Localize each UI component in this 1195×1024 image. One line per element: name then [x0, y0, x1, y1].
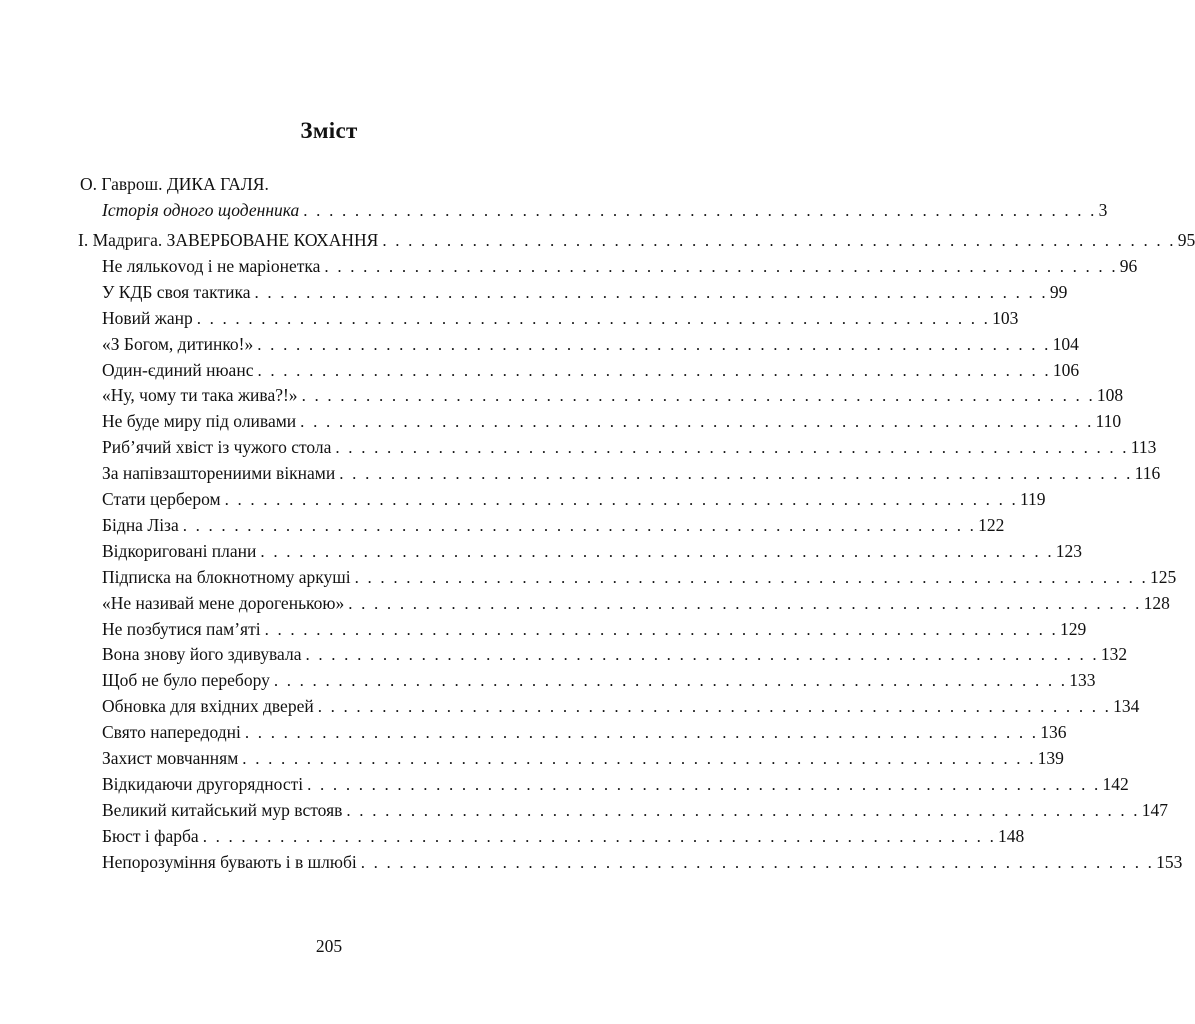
toc-entry-title: У КДБ своя тактика [102, 281, 251, 302]
toc-entry-title: Риб’ячий хвіст із чужого стола [102, 437, 332, 458]
toc-entry[interactable] [102, 618, 1087, 641]
toc-entry-title: Не лялькovод і не маріонетка [102, 255, 321, 276]
toc-entry-title: Вона знову його здивувала [102, 644, 302, 665]
toc-entry[interactable] [102, 695, 1140, 718]
toc-entry-page: 136 [1040, 722, 1067, 743]
toc-entry[interactable] [102, 566, 1177, 589]
toc-entry-page: 147 [1141, 799, 1168, 820]
toc-entry[interactable] [102, 592, 1170, 615]
toc-entry-title: І. Мадрига. ЗАВЕРБОВАНЕ КОХАННЯ [78, 230, 379, 250]
toc-entry-title: Щоб не було перебору [102, 670, 270, 691]
dot-leader: . . . . . . . . . . . . . . . . . . . . . . . . . . . . . . . . . . . . . . . . . . . . . . . . . . . . . . . . . . . . . . [196, 308, 991, 328]
dot-leader: . . . . . . . . . . . . . . . . . . . . . . . . . . . . . . . . . . . . . . . . . . . . . . . . . . . . . . . . . . . . . . [242, 749, 1036, 768]
toc-entry-title: «Ну, чому ти така жива?!» [102, 385, 298, 406]
toc-entry-page: 108 [1096, 385, 1124, 406]
toc-entry-page: 134 [1113, 696, 1140, 717]
toc-entry[interactable] [102, 488, 1046, 511]
toc-entry[interactable] [102, 799, 1168, 822]
toc-entry-title: Історія одного щоденника [102, 200, 300, 220]
toc-entry[interactable] [102, 643, 1128, 666]
toc-entry-title: Не позбутися пам’яті [102, 618, 261, 639]
toc-entry-title: Новий жанр [102, 307, 193, 328]
dot-leader: . . . . . . . . . . . . . . . . . . . . . . . . . . . . . . . . . . . . . . . . . . . . . . . . . . . . . . . . . . . . . . [244, 723, 1039, 743]
toc-entry[interactable] [102, 669, 1096, 692]
toc-entry[interactable] [102, 514, 1005, 537]
toc-entry[interactable] [102, 462, 1161, 485]
toc-entry[interactable] [102, 773, 1129, 796]
toc-entry-title: Свято напередодні [102, 722, 241, 743]
dot-leader: . . . . . . . . . . . . . . . . . . . . . . . . . . . . . . . . . . . . . . . . . . . . . . . . . . . . . . . . . . . . . . [300, 412, 1094, 432]
toc-entry-title: Великий китайський мур встояв [102, 799, 343, 820]
dot-leader: . . . . . . . . . . . . . . . . . . . . . . . . . . . . . . . . . . . . . . . . . . . . . . . . . . . . . . . . . . . . . . [303, 201, 1097, 220]
toc-entry-page: 153 [1156, 851, 1183, 872]
page-title: Зміст [300, 118, 358, 143]
dot-leader: . . . . . . . . . . . . . . . . . . . . . . . . . . . . . . . . . . . . . . . . . . . . . . . . . . . . . . . . . . . . . . [254, 282, 1048, 302]
toc-entry-title: Захист мовчанням [102, 748, 239, 768]
toc-entry-page: 106 [1052, 359, 1080, 380]
dot-leader: . . . . . . . . . . . . . . . . . . . . . . . . . . . . . . . . . . . . . . . . . . . . . . . . . . . . . . . . . . . . . . [260, 541, 1054, 561]
toc-entry-page: 119 [1019, 489, 1046, 509]
dot-leader: . . . . . . . . . . . . . . . . . . . . . . . . . . . . . . . . . . . . . . . . . . . . . . . . . . . . . . . . . . . . . . [354, 567, 1148, 587]
dot-leader: . . . . . . . . . . . . . . . . . . . . . . . . . . . . . . . . . . . . . . . . . . . . . . . . . . . . . . . . . . . . . . [360, 852, 1155, 872]
dot-leader: . . . . . . . . . . . . . . . . . . . . . . . . . . . . . . . . . . . . . . . . . . . . . . . . . . . . . . . . . . . . . . [339, 464, 1133, 484]
toc-entry-title: «Не називай мене дорогенькою» [102, 592, 345, 613]
toc-entry-title: Обновка для вхідних дверей [102, 696, 314, 717]
toc-entry[interactable] [102, 333, 1079, 356]
dot-leader: . . . . . . . . . . . . . . . . . . . . . . . . . . . . . . . . . . . . . . . . . . . . . . . . . . . . . . . . . . . . . . [301, 386, 1095, 406]
toc-entry-page: 113 [1130, 437, 1157, 458]
toc-entry-page: 125 [1149, 566, 1177, 587]
toc-entry-title: Один-єдиний нюанс [102, 359, 254, 380]
toc-entry[interactable] [102, 255, 1138, 278]
toc-entry[interactable] [102, 199, 1108, 222]
toc-entry-page: 116 [1134, 463, 1161, 484]
toc-entry-title: Не буде миру під оливами [102, 411, 297, 432]
toc-entry[interactable] [102, 436, 1157, 459]
toc-entry[interactable] [102, 851, 1183, 874]
toc-entry-page: 110 [1095, 411, 1122, 432]
toc-entry[interactable] [78, 229, 1195, 252]
toc-entry-page: 142 [1102, 773, 1129, 794]
toc-entry[interactable] [102, 747, 1064, 770]
dot-leader: . . . . . . . . . . . . . . . . . . . . . . . . . . . . . . . . . . . . . . . . . . . . . . . . . . . . . . . . . . . . . . [182, 515, 977, 535]
toc-entry-page: 104 [1052, 333, 1079, 354]
toc-entry-page: 122 [978, 514, 1005, 535]
toc-entry-page: 123 [1055, 540, 1083, 561]
dot-leader: . . . . . . . . . . . . . . . . . . . . . . . . . . . . . . . . . . . . . . . . . . . . . . . . . . . . . . . . . . . . . . [257, 334, 1051, 354]
section-heading: О. Гаврош. ДИКА ГАЛЯ. [80, 174, 269, 194]
dot-leader: . . . . . . . . . . . . . . . . . . . . . . . . . . . . . . . . . . . . . . . . . . . . . . . . . . . . . . . . . . . . . . [324, 256, 1118, 276]
toc-entry-title: Підписка на блокнотному аркуші [102, 566, 351, 587]
dot-leader: . . . . . . . . . . . . . . . . . . . . . . . . . . . . . . . . . . . . . . . . . . . . . . . . . . . . . . . . . . . . . . [348, 593, 1142, 613]
toc-entry[interactable] [102, 721, 1067, 744]
toc-entry-page: 133 [1069, 670, 1096, 691]
toc-entry-page: 128 [1143, 592, 1170, 613]
dot-leader: . . . . . . . . . . . . . . . . . . . . . . . . . . . . . . . . . . . . . . . . . . . . . . . . . . . . . . . . . . . . . . [335, 438, 1129, 458]
toc-entry-page: 132 [1100, 644, 1128, 665]
toc-entry-title: Бідна Ліза [102, 514, 179, 535]
toc-entry[interactable] [102, 359, 1080, 382]
dot-leader: . . . . . . . . . . . . . . . . . . . . . . . . . . . . . . . . . . . . . . . . . . . . . . . . . . . . . . . . . . . . . . [382, 231, 1176, 250]
toc-entry-title: Бюст і фарба [102, 825, 199, 846]
toc-entry-title: За напівзашторениими вікнами [102, 463, 336, 484]
toc-entry[interactable] [102, 281, 1068, 304]
dot-leader: . . . . . . . . . . . . . . . . . . . . . . . . . . . . . . . . . . . . . . . . . . . . . . . . . . . . . . . . . . . . . . [224, 490, 1018, 509]
toc-entry-page: 96 [1119, 255, 1138, 276]
dot-leader: . . . . . . . . . . . . . . . . . . . . . . . . . . . . . . . . . . . . . . . . . . . . . . . . . . . . . . . . . . . . . . [273, 671, 1068, 691]
toc-entry-title: «З Богом, дитинко!» [102, 333, 254, 354]
dot-leader: . . . . . . . . . . . . . . . . . . . . . . . . . . . . . . . . . . . . . . . . . . . . . . . . . . . . . . . . . . . . . . [307, 774, 1101, 794]
toc-entry[interactable] [102, 825, 1025, 848]
toc-entry-title: Відкориговані плани [102, 540, 257, 561]
toc-entry-title: Непорозуміння бувають і в шлюбі [102, 851, 357, 872]
toc-entry-page: 139 [1037, 748, 1064, 768]
toc-entry-page: 99 [1049, 281, 1068, 302]
dot-leader: . . . . . . . . . . . . . . . . . . . . . . . . . . . . . . . . . . . . . . . . . . . . . . . . . . . . . . . . . . . . . . [257, 360, 1051, 380]
toc-entry-page: 103 [992, 307, 1019, 328]
page-number: 205 [315, 936, 343, 956]
toc-entry-page: 95 [1177, 230, 1195, 250]
toc-entry-title: Відкидаючи другорядності [102, 773, 304, 794]
toc-entry[interactable] [102, 540, 1083, 563]
dot-leader: . . . . . . . . . . . . . . . . . . . . . . . . . . . . . . . . . . . . . . . . . . . . . . . . . . . . . . . . . . . . . . [305, 645, 1099, 665]
toc-entry-page: 129 [1059, 618, 1087, 639]
toc-entry-page: 3 [1098, 200, 1108, 220]
dot-leader: . . . . . . . . . . . . . . . . . . . . . . . . . . . . . . . . . . . . . . . . . . . . . . . . . . . . . . . . . . . . . . [346, 800, 1140, 820]
dot-leader: . . . . . . . . . . . . . . . . . . . . . . . . . . . . . . . . . . . . . . . . . . . . . . . . . . . . . . . . . . . . . . [202, 826, 997, 846]
toc-entry[interactable] [102, 384, 1124, 407]
toc-entry-page: 148 [998, 825, 1025, 846]
toc-entry-title: Стати цербером [102, 489, 221, 509]
dot-leader: . . . . . . . . . . . . . . . . . . . . . . . . . . . . . . . . . . . . . . . . . . . . . . . . . . . . . . . . . . . . . . [264, 619, 1058, 639]
dot-leader: . . . . . . . . . . . . . . . . . . . . . . . . . . . . . . . . . . . . . . . . . . . . . . . . . . . . . . . . . . . . . . [317, 697, 1112, 717]
toc-entry[interactable] [102, 410, 1122, 433]
toc-entry[interactable] [102, 307, 1019, 330]
